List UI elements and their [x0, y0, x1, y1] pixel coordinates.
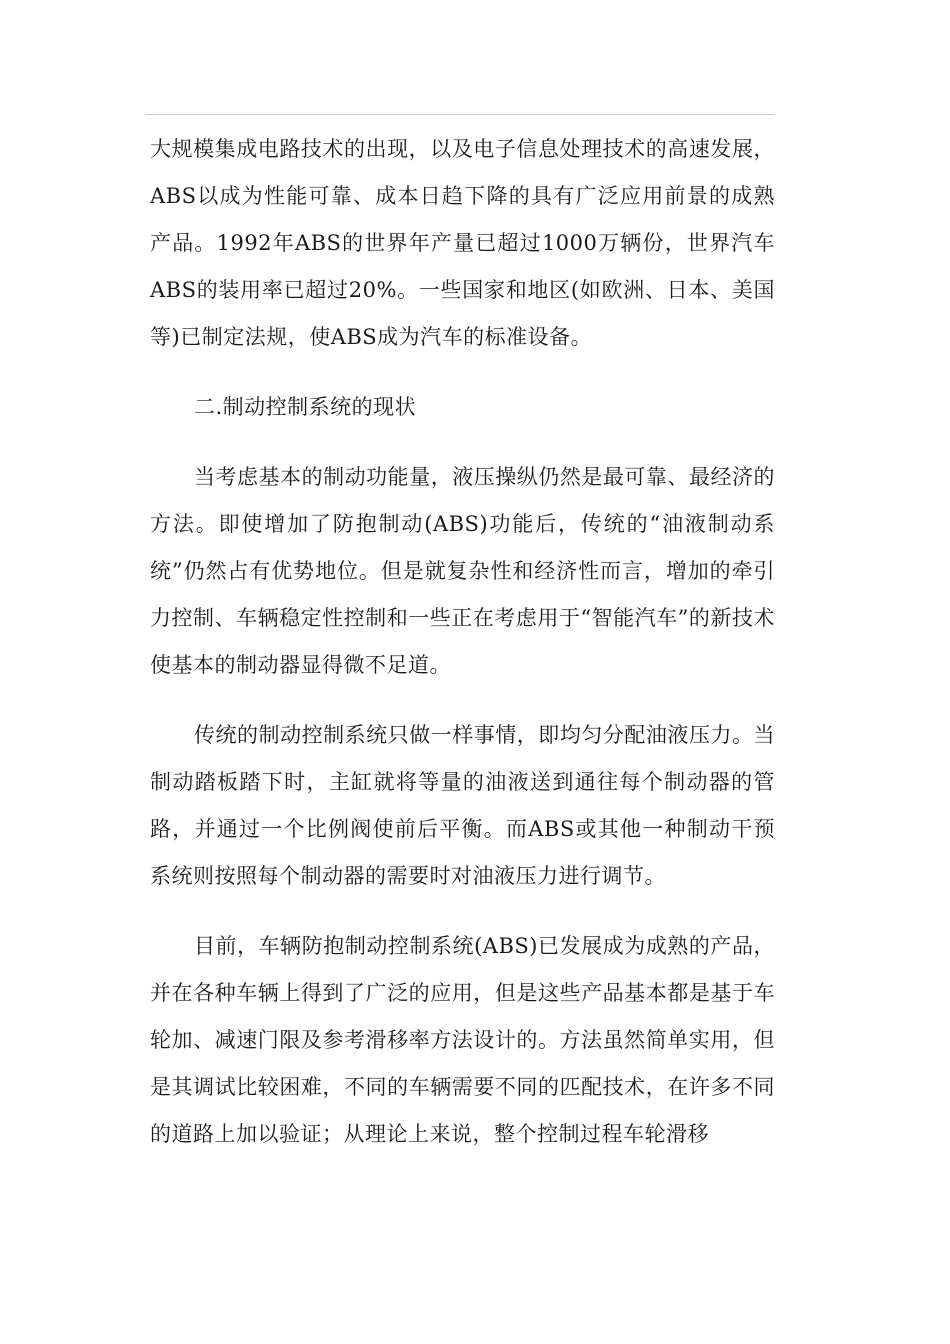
paragraph-spacer	[150, 361, 775, 384]
paragraph-hydraulic-braking: 当考虑基本的制动功能量，液压操纵仍然是最可靠、最经济的方法。即使增加了防抱制动(ABS)功能后，传统的“油液制动系统”仍然占有优势地位。但是就复杂性和经济性而言，增加的牵引力控制、车辆稳定性控制和一些正在考虑用于“智能汽车”的新技术使基本的制动器显得微不足道。	[150, 465, 775, 677]
section-heading-braking-status: 二.制动控制系统的现状	[194, 395, 417, 419]
paragraph-traditional-system: 传统的制动控制系统只做一样事情，即均匀分配油液压力。当制动踏板踏下时，主缸就将等量的油液送到通往每个制动器的管路，并通过一个比例阀使前后平衡。而ABS或其他一种制动干预系统则按照每个制动器的需要时对油液压力进行调节。	[150, 723, 775, 888]
document-body	[150, 126, 775, 1158]
paragraph-spacer	[150, 689, 775, 712]
paragraph-spacer	[150, 431, 775, 454]
paragraph-spacer	[150, 900, 775, 923]
paragraph-abs-adoption: 大规模集成电路技术的出现，以及电子信息处理技术的高速发展，ABS以成为性能可靠、成本日趋下降的具有广泛应用前景的成熟产品。1992年ABS的世界年产量已超过1000万辆份，世界汽车ABS的装用率已超过20%。一些国家和地区(如欧洲、日本、美国等)已制定法规，使ABS成为汽车的标准设备。	[150, 137, 775, 349]
header-divider	[145, 114, 775, 115]
paragraph-current-abs: 目前，车辆防抱制动控制系统(ABS)已发展成为成熟的产品，并在各种车辆上得到了广泛的应用，但是这些产品基本都是基于车轮加、减速门限及参考滑移率方法设计的。方法虽然简单实用，但是其调试比较困难，不同的车辆需要不同的匹配技术，在许多不同的道路上加以验证；从理论上来说，整个控制过程车轮滑移	[150, 934, 775, 1146]
